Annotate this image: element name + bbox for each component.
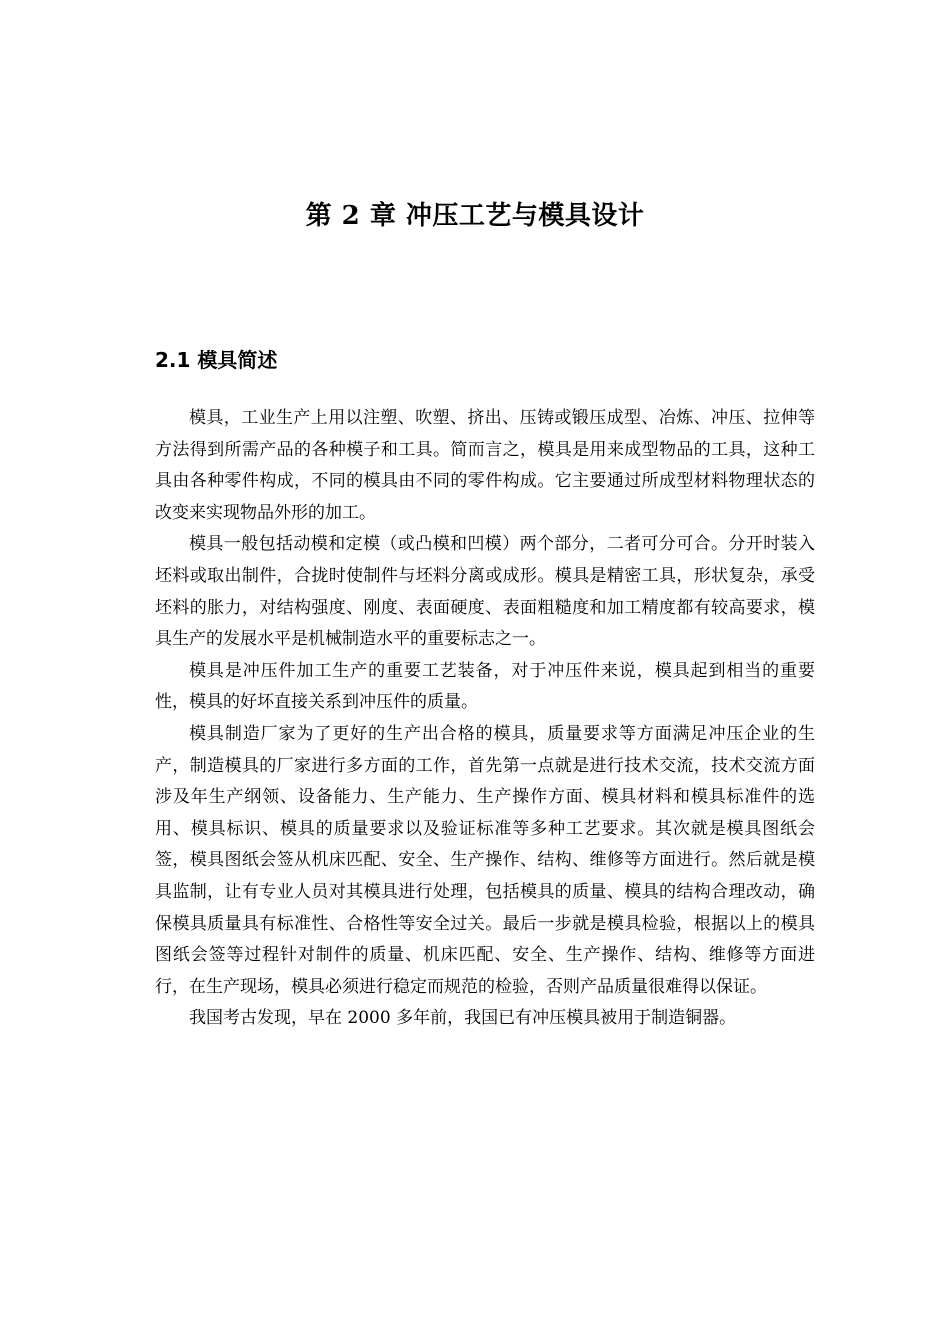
section-heading: 2.1 模具简述 [155,348,278,372]
paragraph: 模具一般包括动模和定模（或凸模和凹模）两个部分，二者可分可合。分开时装入坯料或取出制件，合拢时使制件与坯料分离或成形。模具是精密工具，形状复杂，承受坯料的胀力，对结构强度、刚度、表面硬度、表面粗糙度和加工精度都有较高要求，模具生产的发展水平是机械制造水平的重要标志之一。 [155,534,815,650]
chapter-title: 第 2 章 冲压工艺与模具设计 [305,201,645,231]
paragraph: 模具，工业生产上用以注塑、吹塑、挤出、压铸或锻压成型、冶炼、冲压、拉伸等方法得到所需产品的各种模子和工具。简而言之，模具是用来成型物品的工具，这种工具由各种零件构成，不同的模具由不同的零件构成。它主要通过所成型材料物理状态的改变来实现物品外形的加工。 [155,408,815,523]
body-text [155,403,815,1035]
paragraph: 我国考古发现，早在 2000 多年前，我国已有冲压模具被用于制造铜器。 [189,1008,737,1029]
paragraph: 模具制造厂家为了更好的生产出合格的模具，质量要求等方面满足冲压企业的生产，制造模具的厂家进行多方面的工作，首先第一点就是进行技术交流，技术交流方面涉及年生产纲领、设备能力、生产能力、生产操作方面、模具材料和模具标准件的选用、模具标识、模具的质量要求以及验证标准等多种工艺要求。其次就是模具图纸会签，模具图纸会签从机床匹配、安全、生产操作、结构、维修等方面进行。然后就是模具监制，让有专业人员对其模具进行处理，包括模具的质量、模具的结构合理改动，确保模具质量具有标准性、合格性等安全过关。最后一步就是模具检验，根据以上的模具图纸会签等过程针对制件的质量、机床匹配、安全、生产操作、结构、维修等方面进行，在生产现场，模具必须进行稳定而规范的检验，否则产品质量很难得以保证。 [155,723,815,997]
paragraph: 模具是冲压件加工生产的重要工艺装备，对于冲压件来说，模具起到相当的重要性，模具的好坏直接关系到冲压件的质量。 [155,660,815,713]
